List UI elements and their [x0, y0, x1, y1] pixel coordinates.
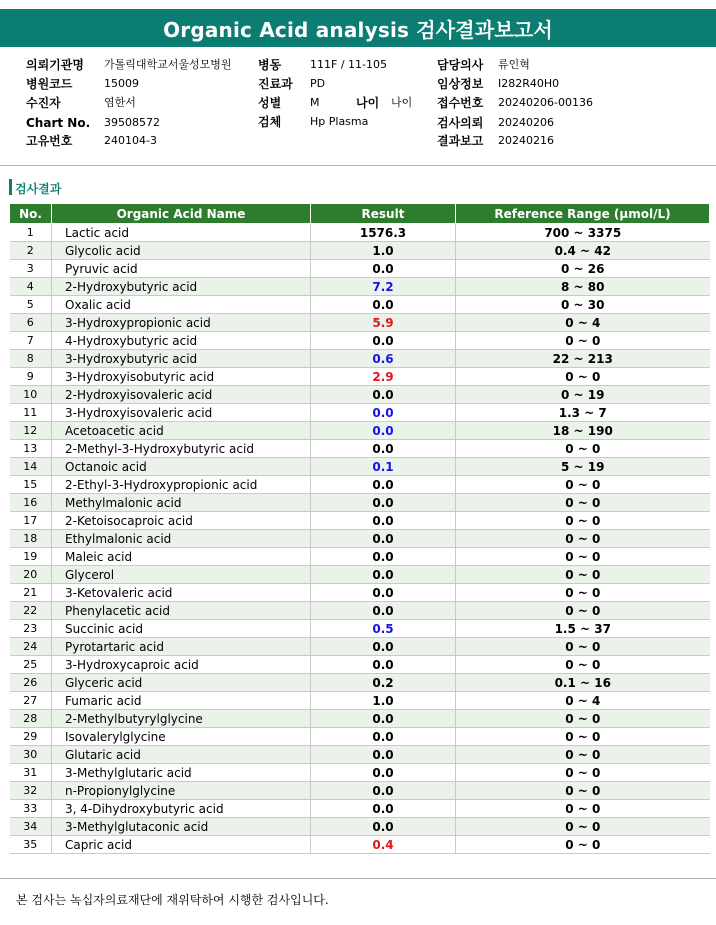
acid-name: Phenylacetic acid: [52, 602, 311, 620]
table-row: [10, 674, 710, 692]
acid-name: 3-Hydroxypropionic acid: [52, 314, 311, 332]
acid-name: 3, 4-Dihydroxybutyric acid: [52, 800, 311, 818]
row-number: 32: [10, 782, 52, 800]
row-number: 7: [10, 332, 52, 350]
reference-range: 0 ~ 0: [456, 512, 710, 530]
row-number: 1: [10, 224, 52, 242]
report-date-value: 20240216: [498, 134, 554, 147]
reference-range: 0.1 ~ 16: [456, 674, 710, 692]
table-row: [10, 548, 710, 566]
table-row: [10, 440, 710, 458]
row-number: 3: [10, 260, 52, 278]
row-number: 33: [10, 800, 52, 818]
acid-name: 2-Methylbutyrylglycine: [52, 710, 311, 728]
acid-name: 3-Methylglutaric acid: [52, 764, 311, 782]
row-number: 28: [10, 710, 52, 728]
acid-name: Glycolic acid: [52, 242, 311, 260]
result-value: 0.0: [311, 782, 456, 800]
row-number: 25: [10, 656, 52, 674]
reference-range: 0 ~ 4: [456, 314, 710, 332]
hospital-code-label: 병원코드: [26, 77, 73, 91]
acid-name: Isovalerylglycine: [52, 728, 311, 746]
result-value: 0.0: [311, 656, 456, 674]
row-number: 9: [10, 368, 52, 386]
acid-name: Glycerol: [52, 566, 311, 584]
row-number: 18: [10, 530, 52, 548]
acid-name: Oxalic acid: [52, 296, 311, 314]
acid-name: 2-Ketoisocaproic acid: [52, 512, 311, 530]
report-date-label: 결과보고: [437, 134, 484, 148]
acid-name: 3-Hydroxyisovaleric acid: [52, 404, 311, 422]
row-number: 19: [10, 548, 52, 566]
table-row: [10, 314, 710, 332]
reference-range: 0 ~ 0: [456, 728, 710, 746]
header-reference: Reference Range (μmol/L): [456, 204, 710, 224]
reference-range: 0 ~ 0: [456, 602, 710, 620]
table-row: [10, 512, 710, 530]
reference-range: 700 ~ 3375: [456, 224, 710, 242]
ward-value: 111F / 11-105: [310, 58, 387, 71]
reference-range: 0 ~ 0: [456, 836, 710, 854]
table-row: [10, 782, 710, 800]
reference-range: 0 ~ 4: [456, 692, 710, 710]
doctor-value: 류인혁: [498, 58, 530, 71]
reference-range: 0 ~ 0: [456, 566, 710, 584]
row-number: 4: [10, 278, 52, 296]
department-label: 진료과: [258, 77, 293, 91]
row-number: 5: [10, 296, 52, 314]
table-row: [10, 332, 710, 350]
specimen-label: 검체: [258, 115, 282, 129]
acid-name: Pyruvic acid: [52, 260, 311, 278]
acid-name: Lactic acid: [52, 224, 311, 242]
reference-range: 0 ~ 0: [456, 656, 710, 674]
reference-range: 0 ~ 0: [456, 548, 710, 566]
acid-name: 2-Methyl-3-Hydroxybutyric acid: [52, 440, 311, 458]
row-number: 15: [10, 476, 52, 494]
reference-range: 0 ~ 0: [456, 800, 710, 818]
section-marker: [9, 179, 12, 195]
table-row: [10, 692, 710, 710]
result-value: 0.0: [311, 494, 456, 512]
acid-name: 2-Hydroxybutyric acid: [52, 278, 311, 296]
table-row: [10, 296, 710, 314]
row-number: 10: [10, 386, 52, 404]
row-number: 31: [10, 764, 52, 782]
acid-name: Glutaric acid: [52, 746, 311, 764]
row-number: 13: [10, 440, 52, 458]
request-date-label: 검사의뢰: [437, 116, 484, 130]
chart-no-value: 39508572: [104, 116, 160, 129]
result-value: 0.0: [311, 260, 456, 278]
result-value: 0.0: [311, 746, 456, 764]
acid-name: 2-Ethyl-3-Hydroxypropionic acid: [52, 476, 311, 494]
row-number: 22: [10, 602, 52, 620]
reference-range: 0 ~ 30: [456, 296, 710, 314]
row-number: 26: [10, 674, 52, 692]
institution-value: 가톨릭대학교서울성모병원: [104, 58, 232, 71]
unique-no-value: 240104-3: [104, 134, 157, 147]
table-row: [10, 836, 710, 854]
reference-range: 0 ~ 0: [456, 782, 710, 800]
table-row: [10, 368, 710, 386]
doctor-label: 담당의사: [437, 58, 484, 72]
table-row: [10, 476, 710, 494]
table-row: [10, 710, 710, 728]
sex-value: M: [310, 96, 320, 109]
table-row: [10, 260, 710, 278]
table-row: [10, 800, 710, 818]
result-value: 7.2: [311, 278, 456, 296]
acid-name: Ethylmalonic acid: [52, 530, 311, 548]
table-row: [10, 620, 710, 638]
table-row: [10, 422, 710, 440]
row-number: 12: [10, 422, 52, 440]
reference-range: 0 ~ 0: [456, 332, 710, 350]
acid-name: Fumaric acid: [52, 692, 311, 710]
footer-divider: [0, 878, 716, 879]
reference-range: 22 ~ 213: [456, 350, 710, 368]
result-value: 0.6: [311, 350, 456, 368]
reference-range: 0 ~ 0: [456, 638, 710, 656]
reference-range: 0 ~ 0: [456, 746, 710, 764]
table-row: [10, 278, 710, 296]
acid-name: Pyrotartaric acid: [52, 638, 311, 656]
table-row: [10, 242, 710, 260]
acid-name: 3-Hydroxycaproic acid: [52, 656, 311, 674]
acid-name: Maleic acid: [52, 548, 311, 566]
acid-name: Octanoic acid: [52, 458, 311, 476]
result-value: 0.0: [311, 440, 456, 458]
result-value: 1.0: [311, 242, 456, 260]
acid-name: Succinic acid: [52, 620, 311, 638]
result-value: 0.0: [311, 584, 456, 602]
row-number: 30: [10, 746, 52, 764]
row-number: 16: [10, 494, 52, 512]
header-divider: [0, 165, 716, 166]
reference-range: 0 ~ 0: [456, 584, 710, 602]
result-value: 0.0: [311, 386, 456, 404]
table-row: [10, 584, 710, 602]
clinical-info-label: 임상정보: [437, 77, 484, 91]
result-value: 0.5: [311, 620, 456, 638]
acid-name: Acetoacetic acid: [52, 422, 311, 440]
table-row: [10, 764, 710, 782]
ward-label: 병동: [258, 58, 282, 72]
result-value: 5.9: [311, 314, 456, 332]
row-number: 29: [10, 728, 52, 746]
report-title: Organic Acid analysis 검사결과보고서: [0, 9, 716, 47]
patient-value: 염한서: [104, 96, 136, 109]
acid-name: Capric acid: [52, 836, 311, 854]
result-value: 0.0: [311, 638, 456, 656]
result-value: 0.0: [311, 728, 456, 746]
result-value: 0.0: [311, 818, 456, 836]
row-number: 2: [10, 242, 52, 260]
table-row: [10, 818, 710, 836]
result-value: 0.1: [311, 458, 456, 476]
table-row: [10, 494, 710, 512]
acid-name: Methylmalonic acid: [52, 494, 311, 512]
request-date-value: 20240206: [498, 116, 554, 129]
results-table: [9, 203, 710, 854]
reference-range: 0 ~ 26: [456, 260, 710, 278]
result-value: 0.2: [311, 674, 456, 692]
result-value: 0.0: [311, 602, 456, 620]
department-value: PD: [310, 77, 326, 90]
row-number: 34: [10, 818, 52, 836]
table-body: [10, 224, 710, 854]
table-row: [10, 638, 710, 656]
reference-range: 18 ~ 190: [456, 422, 710, 440]
hospital-code-value: 15009: [104, 77, 139, 90]
specimen-value: Hp Plasma: [310, 115, 369, 128]
sex-label: 성별: [258, 96, 282, 110]
row-number: 24: [10, 638, 52, 656]
section-title: 검사결과: [15, 182, 62, 196]
result-value: 0.0: [311, 566, 456, 584]
reference-range: 0 ~ 0: [456, 818, 710, 836]
table-row: [10, 656, 710, 674]
table-row: [10, 530, 710, 548]
row-number: 17: [10, 512, 52, 530]
reference-range: 0 ~ 0: [456, 710, 710, 728]
table-row: [10, 386, 710, 404]
table-row: [10, 404, 710, 422]
row-number: 21: [10, 584, 52, 602]
row-number: 20: [10, 566, 52, 584]
result-value: 0.0: [311, 530, 456, 548]
result-value: 0.4: [311, 836, 456, 854]
receipt-no-label: 접수번호: [437, 96, 484, 110]
row-number: 8: [10, 350, 52, 368]
table-header-row: [10, 204, 710, 224]
reference-range: 0 ~ 19: [456, 386, 710, 404]
age-value: 나이: [391, 96, 413, 109]
reference-range: 0 ~ 0: [456, 476, 710, 494]
acid-name: 3-Hydroxyisobutyric acid: [52, 368, 311, 386]
result-value: 0.0: [311, 548, 456, 566]
acid-name: 4-Hydroxybutyric acid: [52, 332, 311, 350]
chart-no-label: Chart No.: [26, 116, 91, 130]
result-value: 0.0: [311, 332, 456, 350]
table-row: [10, 602, 710, 620]
acid-name: Glyceric acid: [52, 674, 311, 692]
footer-note: 본 검사는 녹십자의료재단에 재위탁하여 시행한 검사입니다.: [16, 893, 329, 907]
age-label: 나이: [356, 96, 380, 110]
reference-range: 8 ~ 80: [456, 278, 710, 296]
acid-name: 3-Methylglutaconic acid: [52, 818, 311, 836]
header-no: No.: [10, 204, 52, 224]
row-number: 6: [10, 314, 52, 332]
result-value: 0.0: [311, 296, 456, 314]
result-value: 0.0: [311, 800, 456, 818]
table-row: [10, 728, 710, 746]
table-row: [10, 566, 710, 584]
receipt-no-value: 20240206-00136: [498, 96, 593, 109]
row-number: 35: [10, 836, 52, 854]
row-number: 14: [10, 458, 52, 476]
acid-name: 3-Hydroxybutyric acid: [52, 350, 311, 368]
row-number: 27: [10, 692, 52, 710]
reference-range: 0 ~ 0: [456, 530, 710, 548]
patient-label: 수진자: [26, 96, 61, 110]
result-value: 1576.3: [311, 224, 456, 242]
acid-name: 2-Hydroxyisovaleric acid: [52, 386, 311, 404]
table-row: [10, 746, 710, 764]
result-value: 0.0: [311, 422, 456, 440]
reference-range: 1.3 ~ 7: [456, 404, 710, 422]
header-result: Result: [311, 204, 456, 224]
clinical-info-value: I282R40H0: [498, 77, 560, 90]
result-value: 0.0: [311, 512, 456, 530]
acid-name: 3-Ketovaleric acid: [52, 584, 311, 602]
reference-range: 0 ~ 0: [456, 764, 710, 782]
result-value: 0.0: [311, 404, 456, 422]
result-value: 0.0: [311, 764, 456, 782]
result-value: 2.9: [311, 368, 456, 386]
table-row: [10, 458, 710, 476]
result-value: 0.0: [311, 476, 456, 494]
header-name: Organic Acid Name: [52, 204, 311, 224]
table-row: [10, 350, 710, 368]
result-value: 1.0: [311, 692, 456, 710]
reference-range: 0 ~ 0: [456, 494, 710, 512]
reference-range: 0 ~ 0: [456, 440, 710, 458]
row-number: 23: [10, 620, 52, 638]
result-value: 0.0: [311, 710, 456, 728]
row-number: 11: [10, 404, 52, 422]
acid-name: n-Propionylglycine: [52, 782, 311, 800]
reference-range: 0 ~ 0: [456, 368, 710, 386]
reference-range: 1.5 ~ 37: [456, 620, 710, 638]
institution-label: 의뢰기관명: [26, 58, 84, 72]
reference-range: 0.4 ~ 42: [456, 242, 710, 260]
table-row: [10, 224, 710, 242]
reference-range: 5 ~ 19: [456, 458, 710, 476]
unique-no-label: 고유번호: [26, 134, 73, 148]
